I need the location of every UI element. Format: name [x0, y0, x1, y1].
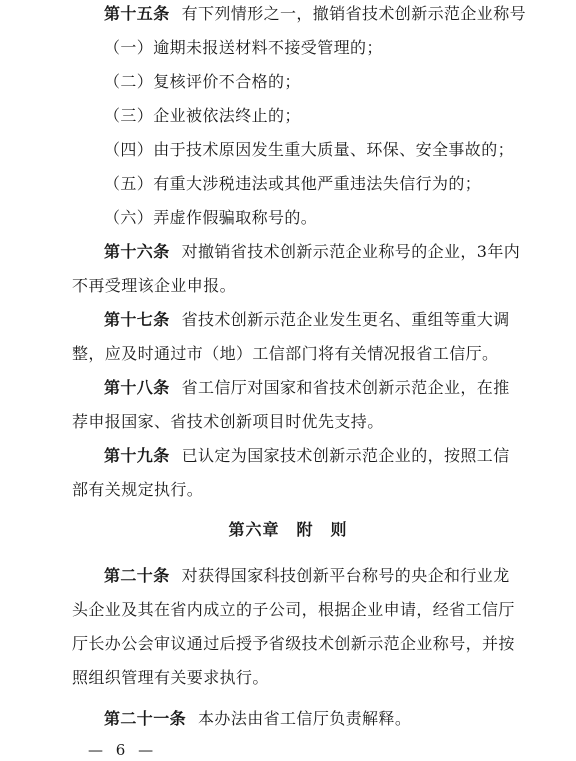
article-21-text: 本办法由省工信厅负责解释。: [198, 709, 412, 728]
article-15-item-3: （三）企业被依法终止的；: [104, 106, 301, 125]
article-19-text-1: 已认定为国家技术创新示范企业的，按照工信: [181, 446, 510, 465]
article-17-heading: 第十七条: [104, 310, 170, 329]
article-21-heading: 第二十一条: [104, 709, 187, 728]
article-20-heading: 第二十条: [104, 566, 170, 585]
article-15-heading: 第十五条: [104, 4, 170, 23]
article-21-line: [104, 709, 411, 729]
article-17-line-1: [104, 310, 510, 330]
article-18-heading: 第十八条: [104, 378, 170, 397]
article-18-line-2: 荐申报国家、省技术创新项目时优先支持。: [72, 412, 384, 431]
article-16-text-1: 对撤销省技术创新示范企业称号的企业，3年内: [181, 242, 521, 261]
page-number: — 6 —: [88, 741, 158, 759]
article-19-line-2: 部有关规定执行。: [72, 480, 204, 499]
article-20-line-2: 头企业及其在省内成立的子公司，根据企业申请，经省工信厅: [72, 600, 515, 619]
article-15-item-1: （一）逾期未报送材料不接受管理的；: [104, 38, 383, 57]
article-16-heading: 第十六条: [104, 242, 170, 261]
article-19-heading: 第十九条: [104, 446, 170, 465]
article-15-line: [104, 4, 526, 24]
article-16-line-2: 不再受理该企业申报。: [72, 276, 237, 295]
article-20-line-4: 照组织管理有关要求执行。: [72, 668, 269, 687]
article-16-line-1: [104, 242, 520, 262]
article-20-text-1: 对获得国家科技创新平台称号的央企和行业龙: [181, 566, 510, 585]
article-20-line-3: 厅长办公会审议通过后授予省级技术创新示范企业称号，并按: [72, 634, 515, 653]
article-17-text-1: 省技术创新示范企业发生更名、重组等重大调: [181, 310, 510, 329]
article-15-item-5: （五）有重大涉税违法或其他严重违法失信行为的；: [104, 174, 482, 193]
article-15-item-6: （六）弄虚作假骗取称号的。: [104, 208, 318, 227]
chapter-heading: 第六章 附 则: [228, 520, 348, 539]
article-20-line-1: [104, 566, 510, 586]
article-18-text-1: 省工信厅对国家和省技术创新示范企业，在推: [181, 378, 510, 397]
article-15-item-4: （四）由于技术原因发生重大质量、环保、安全事故的；: [104, 140, 515, 159]
article-18-line-1: [104, 378, 510, 398]
article-15-item-2: （二）复核评价不合格的；: [104, 72, 301, 91]
article-17-line-2: 整，应及时通过市（地）工信部门将有关情况报省工信厅。: [72, 344, 499, 363]
article-15-text: 有下列情形之一，撤销省技术创新示范企业称号: [181, 4, 527, 23]
article-19-line-1: [104, 446, 510, 466]
